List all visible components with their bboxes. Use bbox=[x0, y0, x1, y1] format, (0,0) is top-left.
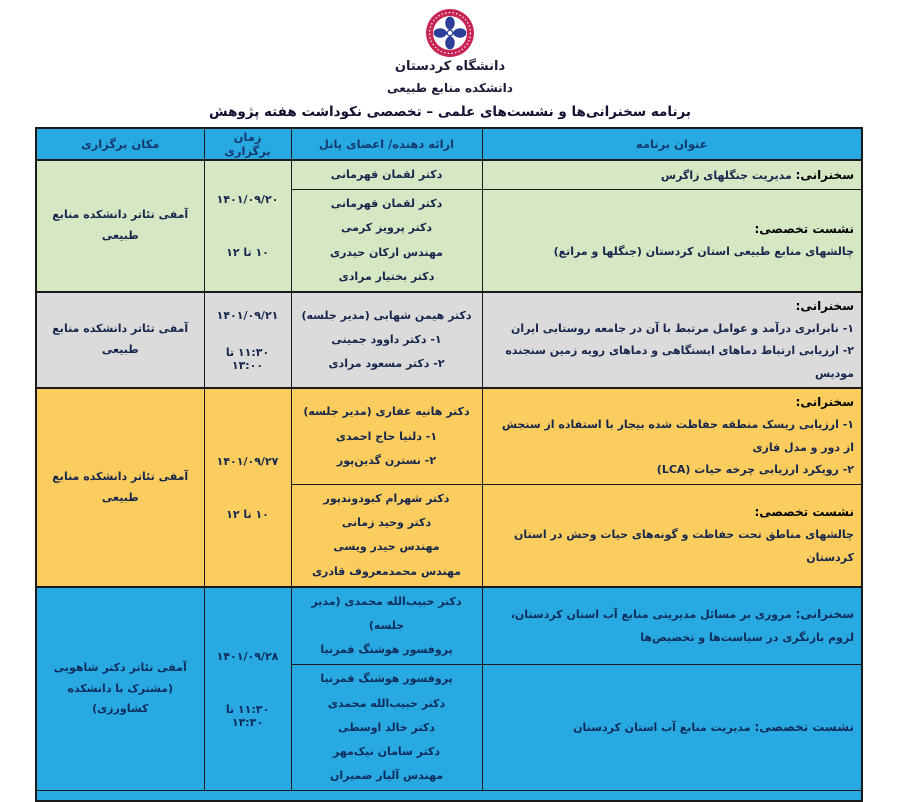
column-header-time: زمان برگزاری bbox=[204, 128, 291, 160]
program-title-cell bbox=[482, 665, 862, 791]
session-date: ۱۴۰۱/۰۹/۲۱ bbox=[216, 308, 279, 322]
session-item: چالشهای منابع طبیعی استان کردستان (جنگلها و مراتع) bbox=[553, 244, 854, 258]
session-label: سخنرانی: bbox=[795, 395, 854, 410]
presenter-name: دکتر لقمان قهرمانی bbox=[330, 197, 443, 211]
presenter-name: مهندس حیدر ویسی bbox=[333, 540, 440, 554]
presenter-name: دکتر بختیار مرادی bbox=[338, 269, 435, 283]
faculty-name: دانشکده منابع طبیعی bbox=[387, 81, 513, 95]
presenter-name: ۱- دلنیا حاج احمدی bbox=[335, 429, 438, 443]
presenter-name: دکتر هیمن شهابی (مدیر جلسه) bbox=[301, 308, 472, 322]
session-label: نشست تخصصی: bbox=[754, 221, 854, 236]
session-label: نشست تخصصی: bbox=[754, 720, 854, 735]
footer-strip-row bbox=[36, 791, 862, 801]
time-cell bbox=[204, 292, 291, 389]
session-item: ۲- رویکرد ارزیابی چرخه حیات (LCA) bbox=[656, 463, 854, 477]
presenter-name: ۲- نسترن گدین‌پور bbox=[336, 453, 437, 467]
presenter-name: دکتر سامان نیک‌مهر bbox=[332, 744, 441, 758]
session-date: ۱۴۰۱/۰۹/۲۸ bbox=[216, 649, 279, 663]
presenter-name: دکتر وحید زمانی bbox=[341, 516, 432, 530]
footer-strip bbox=[36, 791, 862, 801]
session-title: مروری بر مسائل مدیریتی منابع آب استان کردستان، لزوم بازنگری در سیاست‌ها و تخصیص‌ها bbox=[510, 607, 854, 645]
table-row bbox=[36, 587, 862, 665]
session-hours: ۱۱:۳۰ تا ۱۳:۳۰ bbox=[225, 702, 270, 729]
column-header-program-title: عنوان برنامه bbox=[482, 128, 862, 160]
session-date: ۱۴۰۱/۰۹/۲۰ bbox=[216, 192, 279, 206]
location-cell bbox=[36, 160, 204, 292]
presenters-cell bbox=[291, 587, 482, 665]
session-item: ۲- ارزیابی ارتباط دماهای ایستگاهی و دماهای رویه زمین سنجنده مودیس bbox=[505, 344, 854, 380]
presenter-name: پروفسور هوشنگ قمرنیا bbox=[320, 643, 453, 657]
location-line: آمفی تئاتر دکتر شاهویی bbox=[53, 660, 187, 674]
column-header-presenters: ارائه دهنده/ اعضای پانل bbox=[291, 128, 482, 160]
presenters-cell bbox=[291, 292, 482, 389]
program-title-cell bbox=[482, 292, 862, 389]
presenter-name: ۱- دکتر داوود جمینی bbox=[331, 333, 442, 347]
presenters-cell bbox=[291, 665, 482, 791]
program-title-cell bbox=[482, 485, 862, 587]
schedule-table bbox=[35, 127, 863, 802]
program-title-cell bbox=[482, 190, 862, 292]
program-title-cell bbox=[482, 160, 862, 190]
session-item: ۱- نابرابری درآمد و عوامل مرتبط با آن در جامعه روستایی ایران bbox=[511, 321, 854, 335]
table-header-row bbox=[36, 128, 862, 160]
time-cell bbox=[204, 587, 291, 791]
presenter-name: دکتر شهرام کبودوندپور bbox=[323, 492, 450, 505]
presenters-cell bbox=[291, 160, 482, 190]
location-cell bbox=[36, 292, 204, 389]
location-cell bbox=[36, 388, 204, 586]
session-item: چالشهای مناطق تحت حفاظت و گونه‌های حیات وحش در استان کردستان bbox=[514, 528, 854, 564]
location-line: (مشترک با دانشکده کشاورزی) bbox=[67, 681, 174, 716]
presenter-name: دکتر خالد اوسطی bbox=[338, 720, 435, 734]
program-title-cell bbox=[482, 388, 862, 484]
table-row bbox=[36, 160, 862, 190]
presenter-name: دکتر پرویز کرمی bbox=[341, 221, 432, 235]
table-row bbox=[36, 388, 862, 484]
presenter-name: مهندس محمدمعروف قادری bbox=[311, 564, 462, 578]
presenters-cell bbox=[291, 485, 482, 587]
session-label: سخنرانی: bbox=[795, 298, 854, 313]
presenter-name: مهندس ارکان حیدری bbox=[330, 245, 443, 259]
document-title: برنامه سخنرانی‌ها و نشست‌های علمی – تخصصی نکوداشت هفته پژوهش bbox=[208, 104, 691, 120]
program-title-cell bbox=[482, 587, 862, 665]
session-hours: ۱۰ تا ۱۲ bbox=[226, 245, 269, 259]
presenter-name: دکتر حبیب‌الله محمدی bbox=[327, 696, 446, 710]
session-label: سخنرانی: bbox=[795, 606, 854, 621]
time-cell bbox=[204, 160, 291, 292]
university-logo-icon bbox=[425, 8, 475, 58]
location-line: آمفی تئاتر دانشکده منابع طبیعی bbox=[52, 469, 189, 504]
session-item: ۱- ارزیابی ریسک منطقه حفاظت شده بیجار با استفاده از سنجش از دور و مدل فازی bbox=[501, 418, 854, 454]
location-line: آمفی تئاتر دانشکده منابع طبیعی bbox=[52, 208, 189, 242]
document-header bbox=[0, 0, 900, 120]
session-hours: ۱۱:۳۰ تا ۱۳:۰۰ bbox=[225, 345, 270, 372]
presenter-name: ۲- دکتر مسعود مرادی bbox=[328, 357, 445, 371]
presenter-name: پروفسور هوشنگ قمرنیا bbox=[320, 672, 453, 686]
session-label: سخنرانی: bbox=[795, 167, 854, 182]
session-label: نشست تخصصی: bbox=[754, 505, 854, 520]
presenter-name: دکتر حبیب‌الله محمدی (مدیر جلسه) bbox=[311, 594, 462, 632]
location-cell bbox=[36, 587, 204, 791]
session-hours: ۱۰ تا ۱۲ bbox=[226, 507, 269, 521]
time-cell bbox=[204, 388, 291, 586]
session-title: مدیریت جنگلهای زاگرس bbox=[660, 168, 792, 182]
column-header-location: مکان برگزاری bbox=[36, 128, 204, 160]
presenter-name: دکتر هانیه غفاری (مدیر جلسه) bbox=[303, 405, 470, 419]
university-name: دانشگاه کردستان bbox=[394, 59, 506, 74]
table-row bbox=[36, 292, 862, 389]
presenter-name: مهندس آلیار ضمیران bbox=[329, 769, 444, 783]
session-title: مدیریت منابع آب استان کردستان bbox=[573, 721, 751, 735]
presenters-cell bbox=[291, 190, 482, 292]
session-date: ۱۴۰۱/۰۹/۲۷ bbox=[216, 454, 279, 468]
location-line: آمفی تئاتر دانشکده منابع طبیعی bbox=[52, 322, 189, 357]
presenters-cell bbox=[291, 388, 482, 484]
presenter-name: دکتر لقمان قهرمانی bbox=[330, 168, 443, 181]
